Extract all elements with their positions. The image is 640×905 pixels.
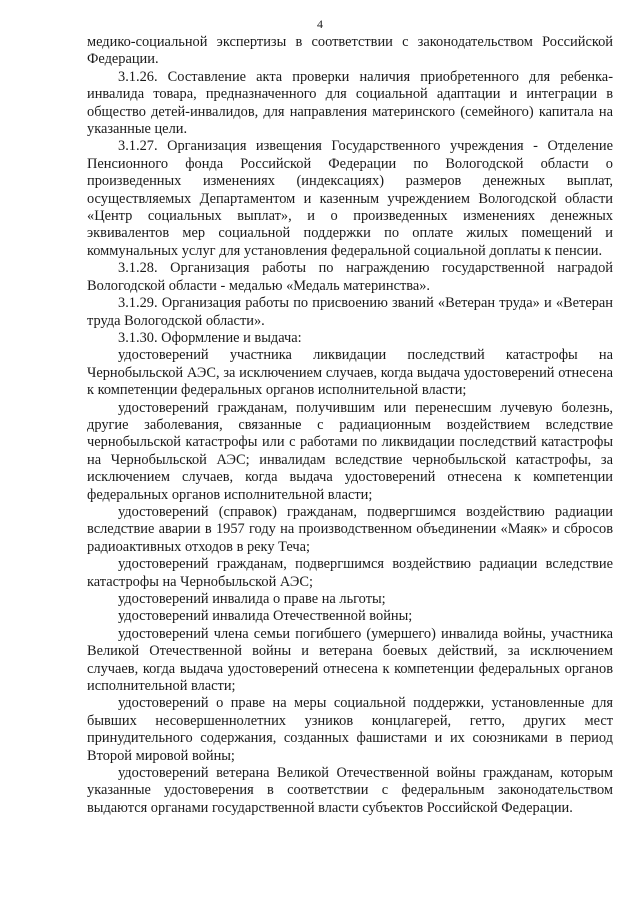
paragraph-3-1-27: 3.1.27. Организация извещения Государственного учреждения - Отделение Пенсионного фонда Российской Федерации по Вологодской области о произведенных изменениях (индексациях) размеров денежных выплат, осуществляемых Департаментом и казенным учреждением Вологодской области «Центр социальных выплат», и о произведенных изменениях денежных эквивалентов мер социальной поддержки по оплате жилых помещений и коммунальных услуг для установления федеральной социальной доплаты к пенсии. <box>87 138 613 259</box>
list-item-chernobyl-radiation: удостоверений гражданам, подвергшимся воздействию радиации вследствие катастрофы на Чернобыльской АЭС; <box>87 556 613 590</box>
list-item-mayak-accident: удостоверений (справок) гражданам, подвергшимся воздействию радиации вследствие аварии в 1957 году на производственном объединении «Маяк» и сбросов радиоактивных отходов в реку Теча; <box>87 503 613 555</box>
list-item-war-invalid: удостоверений инвалида Отечественной войны; <box>118 608 413 625</box>
list-item-disabled-benefits: удостоверений инвалида о праве на льготы; <box>118 591 386 607</box>
paragraph-3-1-30: 3.1.30. Оформление и выдача: <box>118 329 302 346</box>
paragraph-3-1-28: 3.1.28. Организация работы по награждению государственной наградой Вологодской области - медалью «Медаль материнства». <box>87 260 613 294</box>
paragraph-3-1-26: 3.1.26. Составление акта проверки наличия приобретенного для ребенка-инвалида товара, предназначенного для социальной адаптации и интеграции в общество детей-инвалидов, для направления материнского (семейного) капитала на указанные цели. <box>87 68 613 138</box>
document-body <box>87 34 613 817</box>
list-item-family-member: удостоверений члена семьи погибшего (умершего) инвалида войны, участника Великой Отечественной войны и ветерана боевых действий, за исключением случаев, когда выдача удостоверений отнесена к компетенции федеральных органов исполнительной власти; <box>87 625 613 695</box>
list-item-chernobyl-liquidator: удостоверений участника ликвидации последствий катастрофы на Чернобыльской АЭС, за исключением случаев, когда выдача удостоверений отнесена к компетенции федеральных органов исполнительной власти; <box>87 347 613 399</box>
list-item-concentration-camp-prisoners: удостоверений о праве на меры социальной поддержки, установленные для бывших несовершеннолетних узников концлагерей, гетто, других мест принудительного содержания, созданных фашистами и их союзниками в период Второй мировой войны; <box>87 695 613 764</box>
page-number: 4 <box>317 17 323 31</box>
paragraph-continuation: медико-социальной экспертизы в соответствии с законодательством Российской Федерации. <box>87 34 613 68</box>
list-item-war-veteran: удостоверений ветерана Великой Отечественной войны гражданам, которым указанные удостоверения в соответствии с федеральным законодательством выдаются органами государственной власти субъектов Российской Федерации. <box>87 765 613 816</box>
paragraph-3-1-29: 3.1.29. Организация работы по присвоению званий «Ветеран труда» и «Ветеран труда Вологодской области». <box>87 295 613 329</box>
list-item-radiation-illness: удостоверений гражданам, получившим или перенесшим лучевую болезнь, другие заболевания, связанные с радиационным воздействием вследствие чернобыльской катастрофы или с работами по ликвидации последствий катастрофы на Чернобыльской АЭС; инвалидам вследствие чернобыльской катастрофы, за исключением случаев, когда выдача удостоверений отнесена к компетенции федеральных органов исполнительной власти; <box>87 399 613 503</box>
